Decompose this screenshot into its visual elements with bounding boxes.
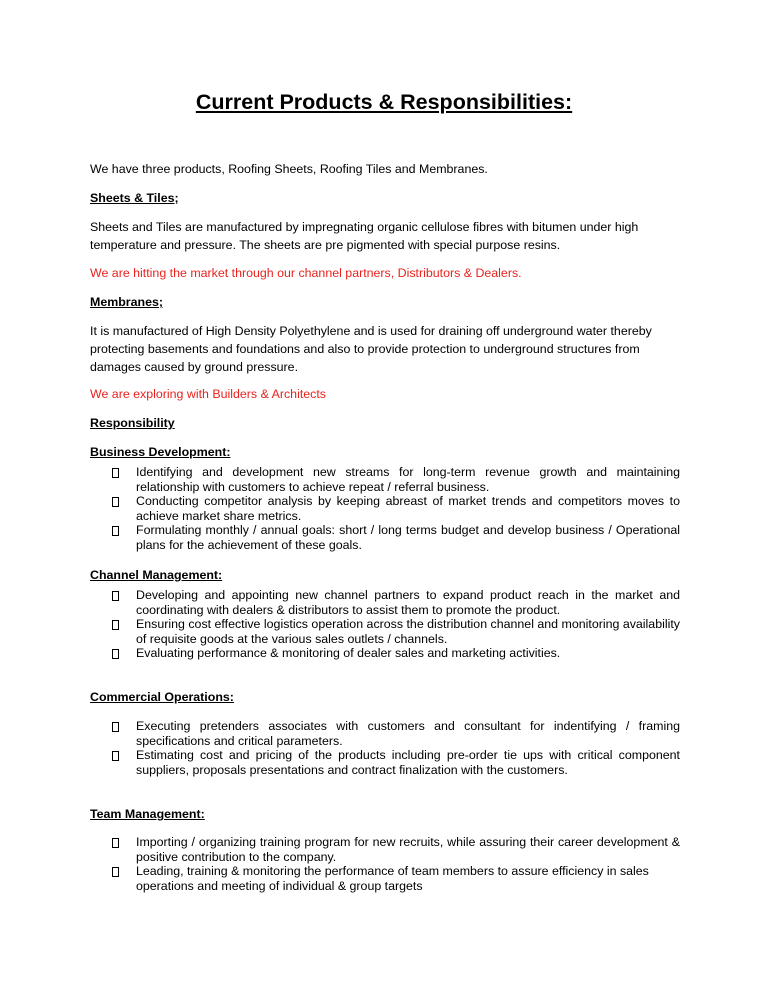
- sheets-note: We are hitting the market through our channel partners, Distributors & Dealers.: [90, 266, 522, 280]
- membranes-heading: Membranes;: [90, 295, 163, 309]
- list-item: Evaluating performance & monitoring of dealer sales and marketing activities.: [90, 646, 680, 661]
- sheets-heading: Sheets & Tiles;: [90, 191, 179, 205]
- list-item: Estimating cost and pricing of the products including pre-order tie ups with critical component suppliers, proposals presentations and contract finalization with the customers.: [90, 748, 680, 777]
- channel-management-heading: Channel Management:: [90, 568, 223, 582]
- list-item: Identifying and development new streams for long-term revenue growth and maintaining relationship with customers to achieve repeat / referral business.: [90, 465, 680, 494]
- membranes-paragraph: It is manufactured of High Density Polyethylene and is used for draining off underground water thereby protecting basements and foundations and also to provide protection to underground structures from damages caused by ground pressure.: [90, 324, 652, 374]
- page-title: Current Products & Responsibilities:: [195, 90, 573, 114]
- intro-paragraph: We have three products, Roofing Sheets, Roofing Tiles and Membranes.: [90, 162, 488, 176]
- list-item: Leading, training & monitoring the performance of team members to assure efficiency in sales operations and meeting of individual & group targets: [90, 864, 680, 893]
- bullet-marker-icon: [112, 722, 119, 732]
- bullet-marker-icon: [112, 526, 119, 536]
- list-item: Formulating monthly / annual goals: short / long terms budget and develop business / Operational plans for the achievement of these goals.: [90, 523, 680, 552]
- bullet-marker-icon: [112, 649, 119, 659]
- commercial-operations-list: [90, 719, 680, 777]
- bullet-marker-icon: [112, 838, 119, 848]
- channel-management-list: [90, 588, 680, 661]
- bullet-marker-icon: [112, 751, 119, 761]
- bullet-marker-icon: [112, 867, 119, 877]
- list-item: Conducting competitor analysis by keeping abreast of market trends and competitors moves to achieve market share metrics.: [90, 494, 680, 523]
- list-item: Importing / organizing training program for new recruits, while assuring their career development & positive contribution to the company.: [90, 835, 680, 864]
- business-development-heading: Business Development:: [90, 445, 231, 459]
- team-management-heading: Team Management:: [90, 807, 205, 821]
- membranes-note: We are exploring with Builders & Architects: [90, 387, 326, 401]
- bullet-marker-icon: [112, 468, 119, 478]
- list-item: Executing pretenders associates with customers and consultant for indentifying / framing specifications and critical parameters.: [90, 719, 680, 748]
- sheets-paragraph: Sheets and Tiles are manufactured by impregnating organic cellulose fibres with bitumen under high temperature and pressure. The sheets are pre pigmented with special purpose resins.: [90, 220, 639, 252]
- list-item: Ensuring cost effective logistics operation across the distribution channel and monitoring availability of requisite goods at the various sales outlets / channels.: [90, 617, 680, 646]
- business-development-list: [90, 465, 680, 553]
- list-item: Developing and appointing new channel partners to expand product reach in the market and coordinating with dealers & distributors to assist them to promote the product.: [90, 588, 680, 617]
- bullet-marker-icon: [112, 497, 119, 507]
- commercial-operations-heading: Commercial Operations:: [90, 690, 234, 704]
- bullet-marker-icon: [112, 620, 119, 630]
- responsibility-heading: Responsibility: [90, 416, 175, 430]
- team-management-list: [90, 835, 680, 893]
- bullet-marker-icon: [112, 591, 119, 601]
